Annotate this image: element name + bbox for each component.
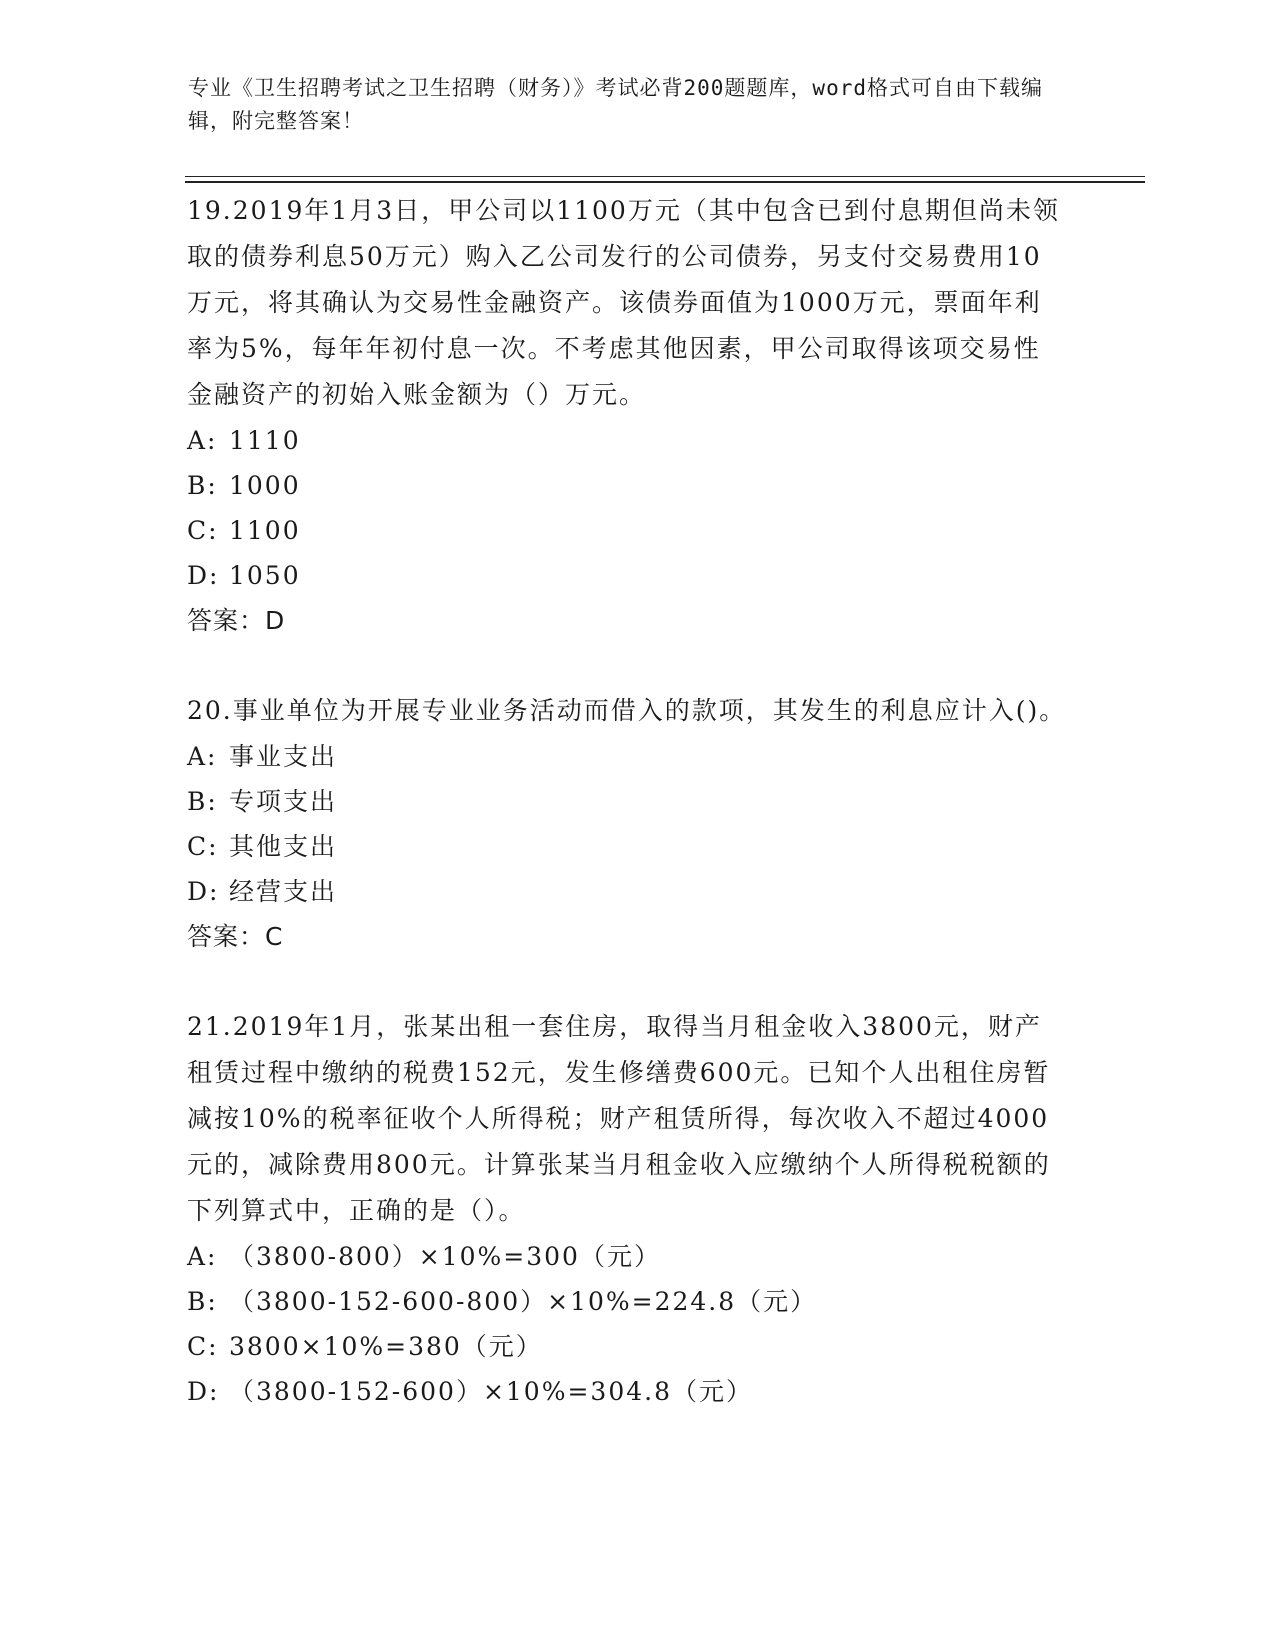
option-label: A: [187,426,218,455]
option-text: （3800-800）×10%=300（元） [229,1242,661,1271]
question-text: 事业单位为开展专业业务活动而借入的款项，其发生的利息应计入()。 [232,696,1067,725]
option-text: 1050 [229,561,301,590]
option-text: （3800-152-600-800）×10%=224.8（元） [229,1287,818,1316]
option-label: D: [187,561,220,590]
option-c [187,824,1067,869]
option-text: 事业支出 [229,742,338,771]
option-c [187,1324,1067,1369]
option-label: B: [187,787,218,816]
question-stem [187,688,1067,734]
option-d [187,553,1067,598]
option-text: （3800-152-600）×10%=304.8（元） [229,1377,753,1406]
option-b [187,779,1067,824]
answer-line: 答案：D [187,606,286,635]
option-a [187,1234,1067,1279]
question-number: 19. [187,196,233,225]
option-text: 1110 [229,426,301,455]
question-text: 2019年1月，张某出租一套住房，取得当月租金收入3800元，财产租赁过程中缴纳的税费152元，发生修缮费600元。已知个人出租住房暂减按10%的税率征收个人所得税；财产租赁所得，每次收入不超过4000元的，减除费用800元。计算张某当月租金收入应缴纳个人所得税税额的下列算式中，正确的是（）。 [187,1012,1051,1225]
option-d [187,1369,1067,1414]
option-label: A: [187,1242,218,1271]
answer-line: 答案：C [187,922,284,951]
question-20 [187,688,1067,960]
option-label: C: [187,1332,219,1361]
question-number: 20. [187,696,233,725]
option-label: C: [187,516,219,545]
option-a [187,734,1067,779]
option-label: B: [187,471,218,500]
question-stem [187,188,1067,418]
option-c [187,508,1067,553]
option-text: 经营支出 [229,877,338,906]
option-label: B: [187,1287,218,1316]
option-a [187,418,1067,463]
option-d [187,869,1067,914]
question-19 [187,188,1067,644]
question-number: 21. [187,1012,233,1041]
question-stem [187,1004,1067,1234]
option-label: C: [187,832,219,861]
spacer [187,960,1067,1004]
header-rule-thin [185,176,1145,177]
option-label: D: [187,877,220,906]
spacer [187,644,1067,688]
question-21 [187,1004,1067,1414]
header-rule-thick [185,181,1145,183]
document-header [188,72,1068,138]
option-text: 其他支出 [229,832,338,861]
option-label: D: [187,1377,220,1406]
option-text: 1000 [229,471,301,500]
option-label: A: [187,742,218,771]
question-text: 2019年1月3日，甲公司以1100万元（其中包含已到付息期但尚未领取的债券利息50万元）购入乙公司发行的公司债券，另支付交易费用10万元，将其确认为交易性金融资产。该债券面值为1000万元，票面年利率为5%，每年年初付息一次。不考虑其他因素，甲公司取得该项交易性金融资产的初始入账金额为（）万元。 [187,196,1060,409]
document-title: 专业《卫生招聘考试之卫生招聘（财务）》考试必背200题题库，word格式可自由下载编辑，附完整答案！ [188,76,1043,133]
question-list [187,188,1067,1414]
option-text: 专项支出 [229,787,338,816]
option-b [187,463,1067,508]
option-b [187,1279,1067,1324]
option-text: 1100 [229,516,301,545]
option-text: 3800×10%=380（元） [229,1332,543,1361]
